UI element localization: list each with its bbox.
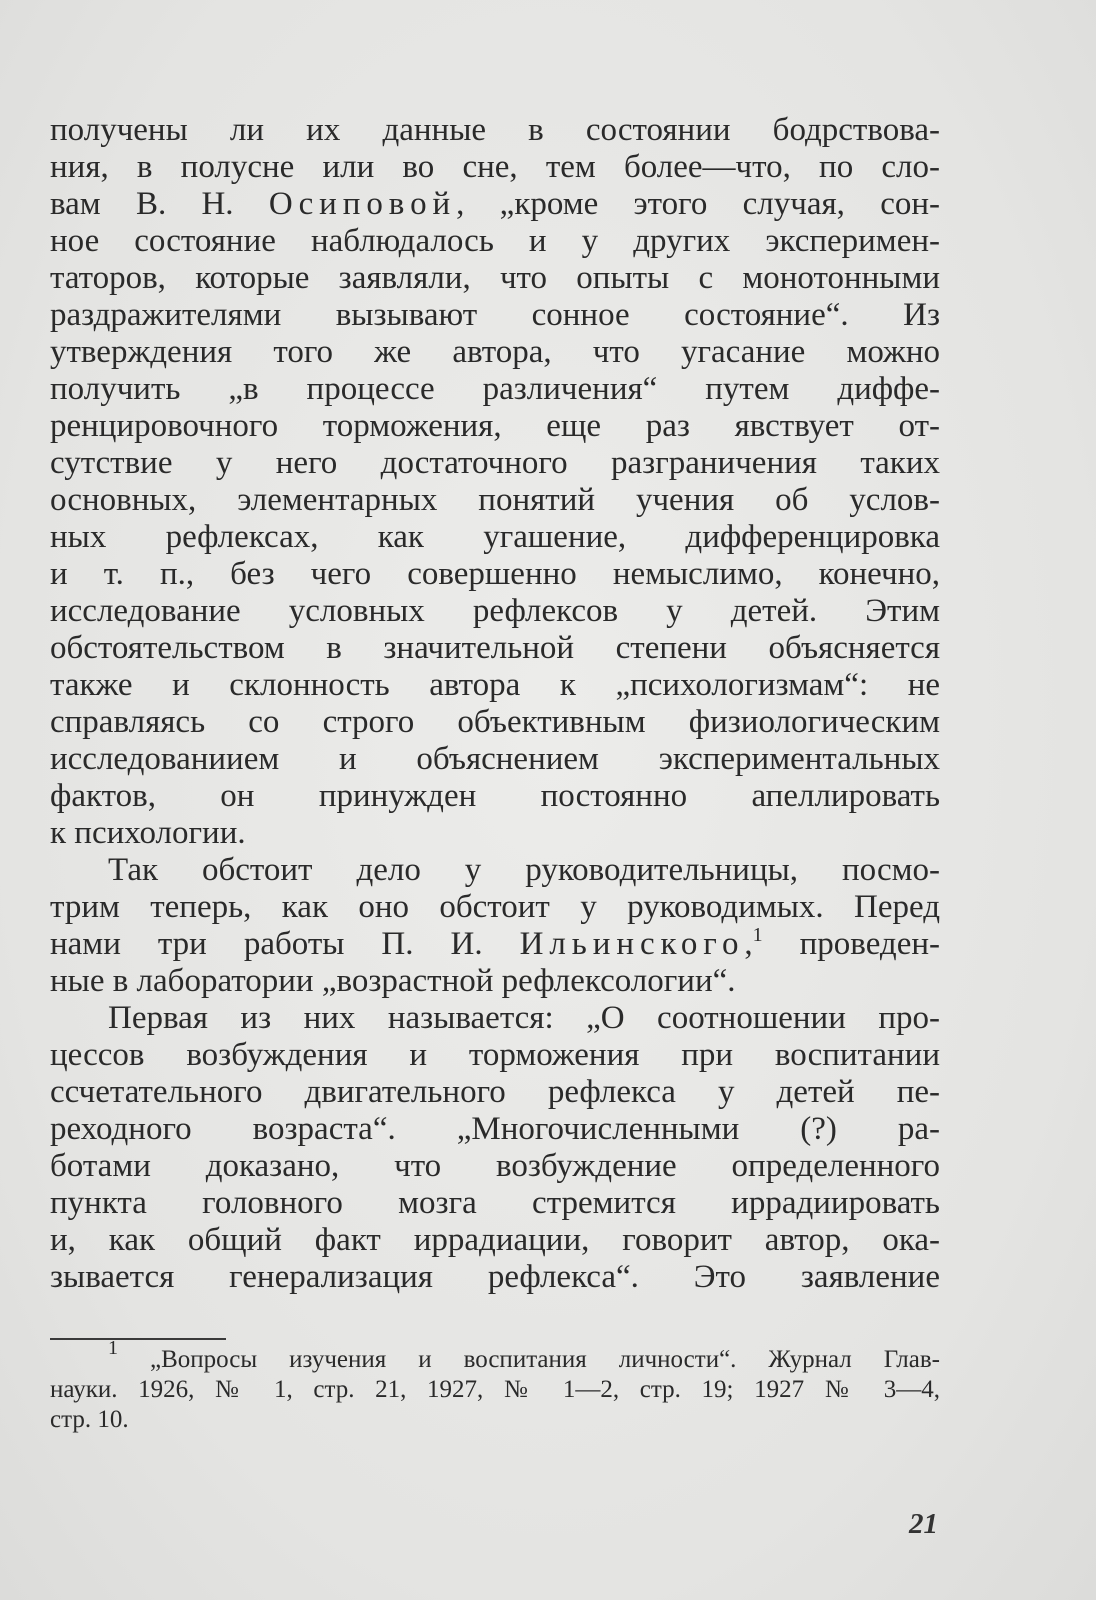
text-line: ренцировочного торможения, еще раз явствует от- <box>50 408 940 444</box>
text-line: трим теперь, как оно обстоит у руководимых. Перед <box>50 889 940 925</box>
text-line: ные в лаборатории „возрастной рефлексологии“. <box>50 963 736 999</box>
text-line <box>50 926 940 963</box>
text-line: исследованиием и объяснением экспериментальных <box>50 741 940 777</box>
footnote-ref: 1 <box>752 924 763 946</box>
text-line: ное состояние наблюдалось и у других эксперимен- <box>50 223 940 259</box>
text-line: получены ли их данные в состоянии бодрствова- <box>50 112 940 148</box>
text-fragment: нами три работы П. И. <box>50 926 520 962</box>
text-line: основных, элементарных понятий учения об услов- <box>50 482 940 518</box>
paragraph-first-line: Первая из них называется: „О соотношении про- <box>108 1000 940 1036</box>
text-line: цессов возбуждения и торможения при воспитании <box>50 1037 940 1073</box>
text-line: раздражителями вызывают сонное состояние“. Из <box>50 297 940 333</box>
author-name-spaced: Ильинского <box>519 926 745 962</box>
text-line: получить „в процессе различения“ путем диффе- <box>50 371 940 407</box>
text-fragment: вам В. Н. <box>50 186 269 222</box>
author-name-spaced: Осиповой <box>268 186 457 222</box>
text-line: таторов, которые заявляли, что опыты с монотонными <box>50 260 940 296</box>
text-line: зывается генерализация рефлекса“. Это заявление <box>50 1259 940 1295</box>
text-line: ных рефлексах, как угашение, дифференцировка <box>50 519 940 555</box>
footnote-line: стр. 10. <box>50 1406 129 1433</box>
text-line: к психологии. <box>50 815 246 851</box>
text-fragment: , <box>744 926 753 962</box>
text-line: утверждения того же автора, что угасание можно <box>50 334 940 370</box>
text-line <box>50 186 940 223</box>
text-line: обстоятельством в значительной степени объясняется <box>50 630 940 666</box>
text-line: сутствие у него достаточного разграничения таких <box>50 445 940 481</box>
text-fragment: , „кроме этого случая, сон- <box>456 186 940 222</box>
text-line: ния, в полусне или во сне, тем более—что, по сло- <box>50 149 940 185</box>
paragraph-first-line: Так обстоит дело у руководительницы, посмо- <box>108 852 940 888</box>
text-line: и т. п., без чего совершенно немыслимо, конечно, <box>50 556 940 592</box>
text-line: ссчетательного двигательного рефлекса у детей пе- <box>50 1074 940 1110</box>
page-number: 21 <box>909 1508 938 1540</box>
text-line: ботами доказано, что возбуждение определенного <box>50 1148 940 1184</box>
footnote-line <box>108 1337 940 1374</box>
footnote-separator <box>50 1338 226 1340</box>
text-line: фактов, он принужден постоянно апеллировать <box>50 778 940 814</box>
text-line: также и склонность автора к „психологизмам“: не <box>50 667 940 703</box>
text-line: справляясь со строго объективным физиологическим <box>50 704 940 740</box>
text-line: и, как общий факт иррадиации, говорит автор, ока- <box>50 1222 940 1258</box>
footnote-text: „Вопросы изучения и воспитания личности“. Журнал Глав- <box>118 1346 940 1373</box>
text-line: пункта головного мозга стремится иррадиировать <box>50 1185 940 1221</box>
text-line: исследование условных рефлексов у детей. Этим <box>50 593 940 629</box>
footnote-line: науки. 1926, № 1, стр. 21, 1927, № 1—2, стр. 19; 1927 № 3—4, <box>50 1376 940 1403</box>
footnote-marker: 1 <box>108 1337 118 1359</box>
text-line: реходного возраста“. „Многочисленными (?) ра- <box>50 1111 940 1147</box>
text-fragment: проведен- <box>762 926 940 962</box>
